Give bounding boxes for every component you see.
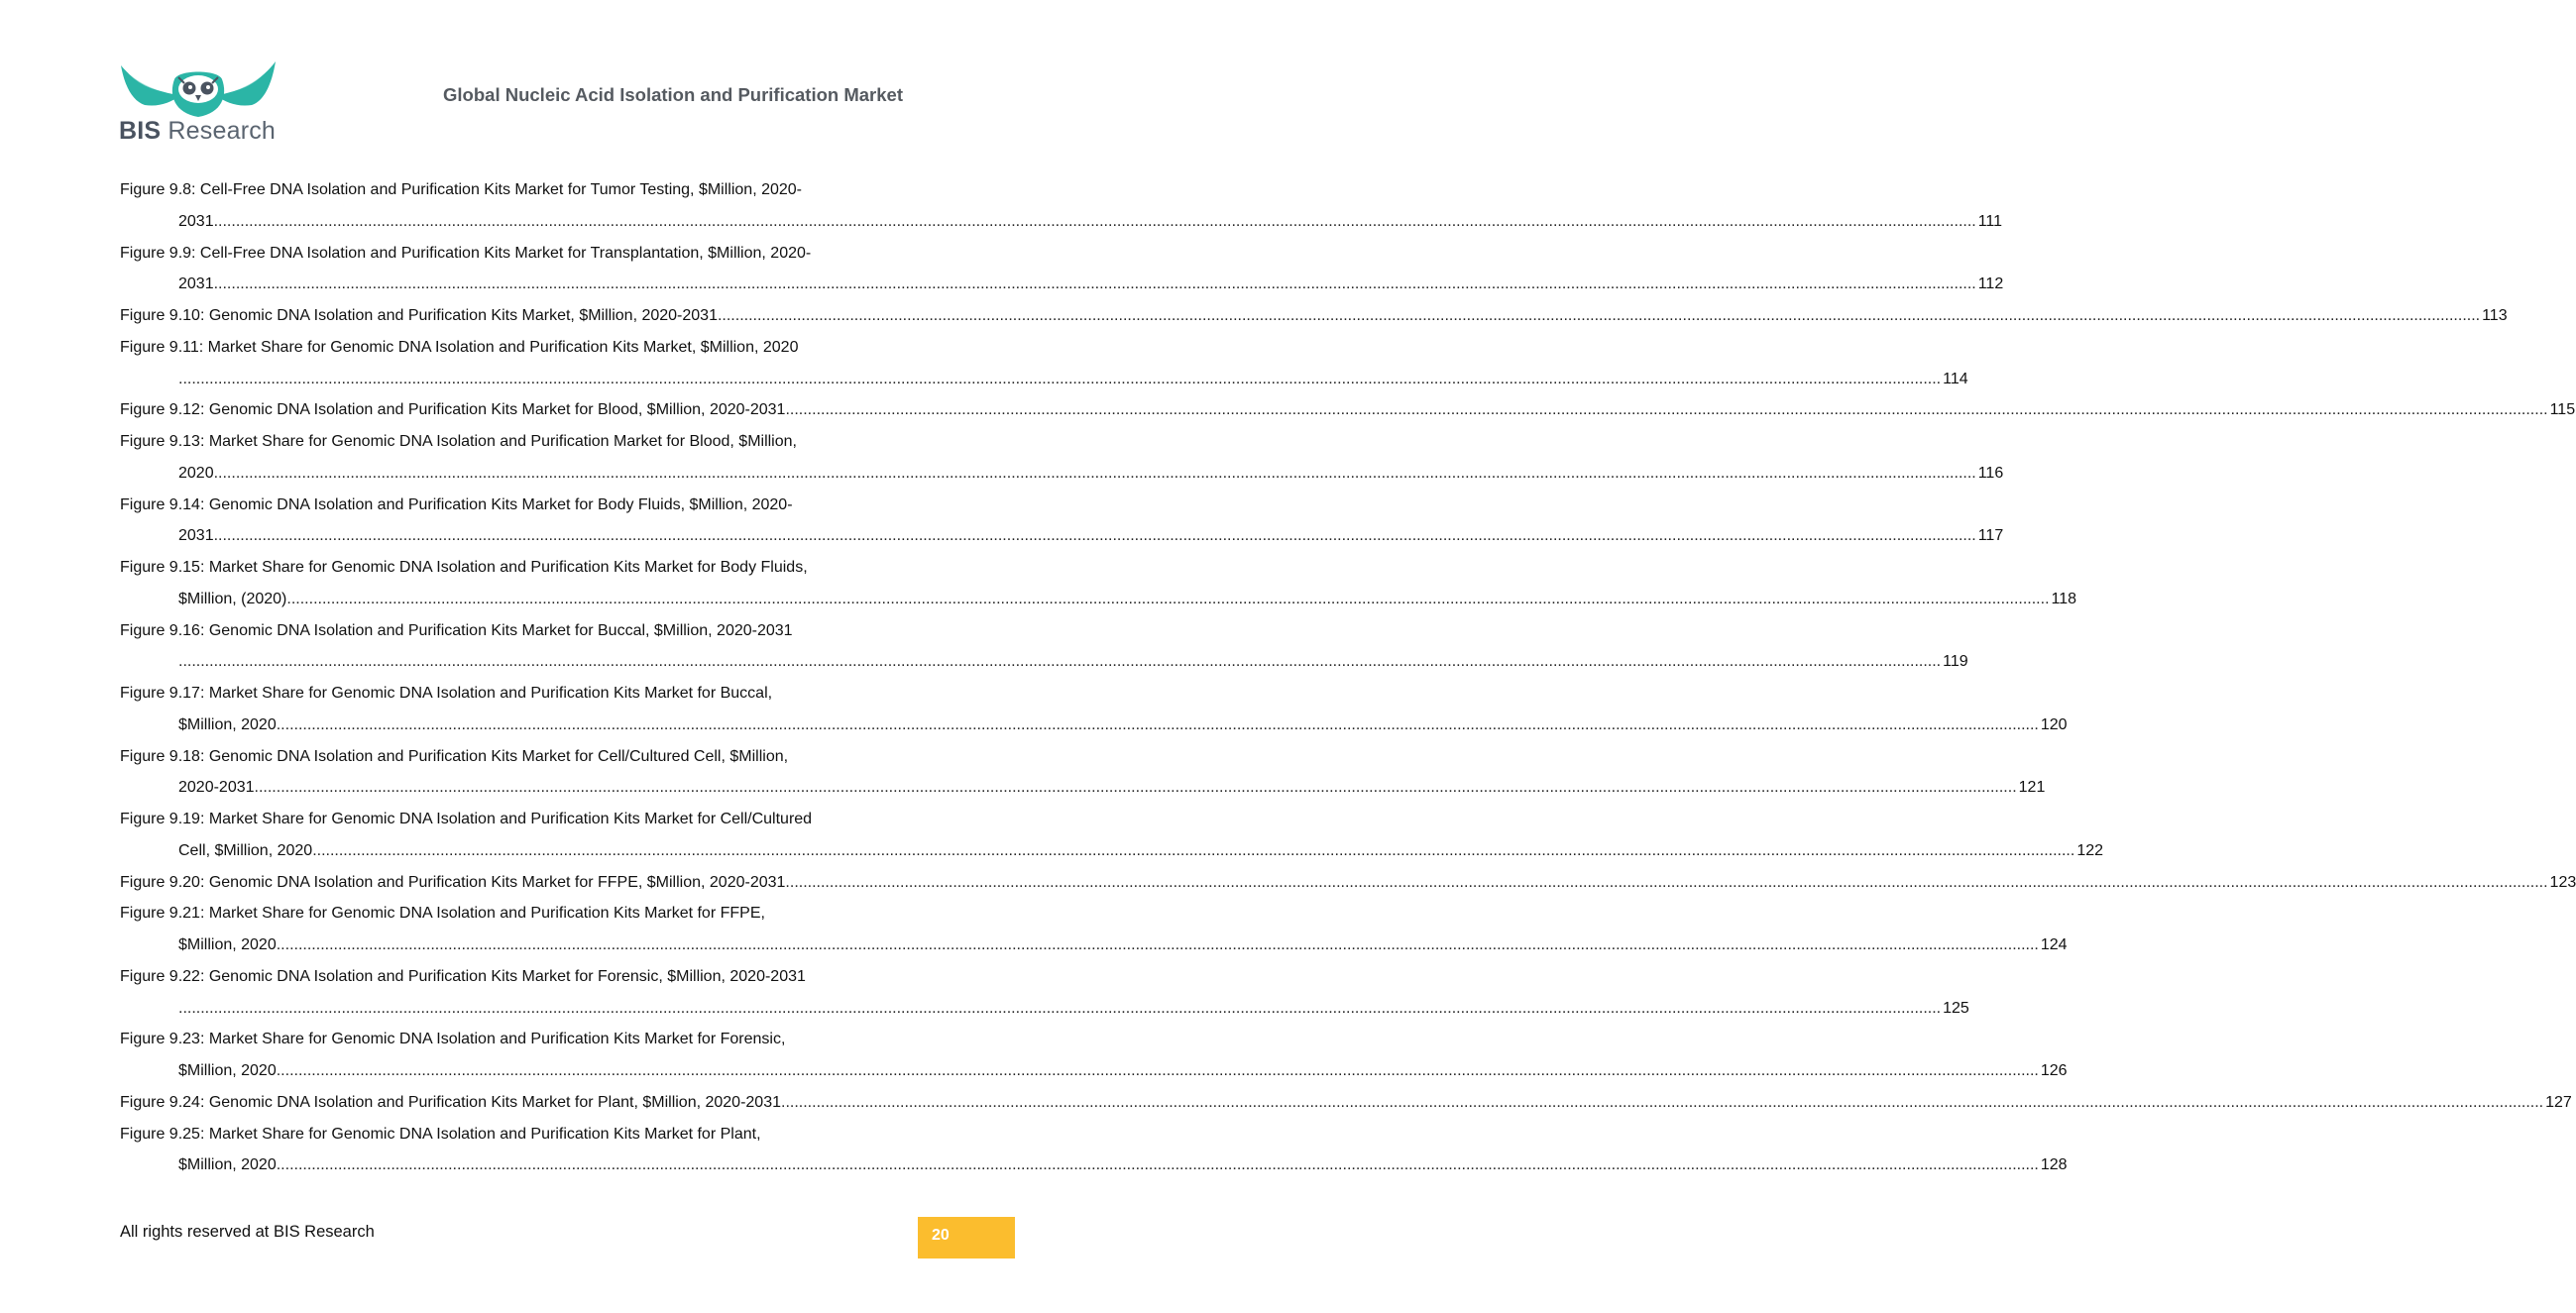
toc-page-number: 127: [2545, 1093, 2572, 1111]
toc-entry[interactable]: [120, 426, 2004, 490]
toc-page-number: 114: [1943, 370, 1968, 387]
toc-entry[interactable]: [120, 898, 2068, 961]
toc-entry-title: Figure 9.9: Cell-Free DNA Isolation and Purification Kits Market for Transplantation, $Million, 2020-: [120, 244, 812, 262]
toc-entry-title: Figure 9.18: Genomic DNA Isolation and Purification Kits Market for Cell/Cultured Cell, $Million,: [120, 747, 789, 765]
dot-leader: ................................................................................................................................................................................................................................................................................................................................................................................................................: [785, 873, 2548, 891]
toc-entry-title: Figure 9.11: Market Share for Genomic DNA Isolation and Purification Kits Market, $Million, 2020: [120, 338, 799, 356]
toc-page-number: 120: [2040, 715, 2068, 733]
toc-entry-text: Figure 9.20: Genomic DNA Isolation and Purification Kits Market for FFPE, $Million, 2020-2031: [120, 873, 786, 891]
toc-page-number: 117: [1977, 527, 2004, 545]
toc-entry-text: 2031: [178, 527, 214, 545]
toc-entry[interactable]: [120, 490, 2004, 553]
toc-entry[interactable]: [120, 867, 2576, 899]
toc-page-number: 116: [1977, 464, 2004, 482]
dot-leader: ................................................................................................................................................................................................................................................................................................................................................................................................................: [276, 715, 2039, 733]
toc-entry-text: $Million, 2020: [178, 715, 277, 733]
toc-entry-title: Figure 9.23: Market Share for Genomic DNA Isolation and Purification Kits Market for Forensic,: [120, 1031, 786, 1048]
toc-entry-title: Figure 9.15: Market Share for Genomic DNA Isolation and Purification Kits Market for Body Fluids,: [120, 559, 808, 576]
toc-entry[interactable]: [120, 1119, 2068, 1182]
toc-entry[interactable]: [120, 1087, 2572, 1119]
toc-page-number: 128: [2040, 1156, 2068, 1174]
page-number: 20: [932, 1227, 950, 1244]
toc-entry[interactable]: [120, 394, 2576, 426]
toc-entry-text: Figure 9.10: Genomic DNA Isolation and Purification Kits Market, $Million, 2020-2031: [120, 307, 718, 324]
toc-entry[interactable]: [120, 678, 2068, 741]
toc-entry-text: 2020-2031: [178, 779, 255, 797]
toc-entry[interactable]: [120, 741, 2046, 805]
toc-page-number: 125: [1943, 999, 1969, 1017]
toc-page-number: 113: [2482, 307, 2508, 324]
dot-leader: ................................................................................................................................................................................................................................................................................................................................................................................................................: [312, 841, 2075, 859]
toc-entry-text: Cell, $Million, 2020: [178, 841, 313, 859]
dot-leader: ................................................................................................................................................................................................................................................................................................................................................................................................................: [286, 590, 2050, 607]
dot-leader: ................................................................................................................................................................................................................................................................................................................................................................................................................: [717, 307, 2481, 324]
dot-leader: ................................................................................................................................................................................................................................................................................................................................................................................................................: [213, 527, 1976, 545]
dot-leader: ................................................................................................................................................................................................................................................................................................................................................................................................................: [276, 1062, 2039, 1079]
toc-entry-title: Figure 9.19: Market Share for Genomic DNA Isolation and Purification Kits Market for Cell/Cultured: [120, 811, 813, 827]
toc-page-number: 124: [2040, 936, 2068, 953]
dot-leader: ................................................................................................................................................................................................................................................................................................................................................................................................................: [276, 1156, 2039, 1174]
toc-entry-text: 2031: [178, 275, 214, 293]
toc-entry[interactable]: [120, 300, 2508, 332]
toc-entry-text: Figure 9.12: Genomic DNA Isolation and Purification Kits Market for Blood, $Million, 2020-2031: [120, 401, 786, 419]
dot-leader: ................................................................................................................................................................................................................................................................................................................................................................................................................: [781, 1093, 2544, 1111]
toc-page-number: 119: [1943, 653, 1968, 671]
toc-entry[interactable]: [120, 804, 2104, 867]
dot-leader: ................................................................................................................................................................................................................................................................................................................................................................................................................: [178, 999, 1942, 1017]
dot-leader: ................................................................................................................................................................................................................................................................................................................................................................................................................: [213, 464, 1976, 482]
document-title: Global Nucleic Acid Isolation and Purification Market: [443, 84, 903, 105]
dot-leader: ................................................................................................................................................................................................................................................................................................................................................................................................................: [178, 370, 1942, 387]
toc-entry-text: 2031: [178, 212, 214, 230]
toc-entry-title: Figure 9.21: Market Share for Genomic DNA Isolation and Purification Kits Market for FFPE,: [120, 905, 765, 923]
toc-entry-title: Figure 9.25: Market Share for Genomic DNA Isolation and Purification Kits Market for Plant,: [120, 1125, 761, 1143]
toc-page-number: 118: [2051, 590, 2077, 607]
toc-page-number: 126: [2040, 1062, 2068, 1079]
toc-entry-text: $Million, 2020: [178, 1156, 277, 1174]
page-number-badge: [918, 1217, 1015, 1258]
toc-entry-text: $Million, 2020: [178, 936, 277, 953]
toc-entry[interactable]: [120, 1024, 2068, 1087]
toc-page-number: 111: [1977, 212, 2003, 230]
toc-entry[interactable]: [120, 552, 2077, 615]
toc-entry-text: Figure 9.24: Genomic DNA Isolation and Purification Kits Market for Plant, $Million, 2020-2031: [120, 1093, 781, 1111]
toc-entry-text: $Million, (2020): [178, 590, 287, 607]
dot-leader: ................................................................................................................................................................................................................................................................................................................................................................................................................: [276, 936, 2039, 953]
dot-leader: ................................................................................................................................................................................................................................................................................................................................................................................................................: [213, 212, 1976, 230]
toc-entry[interactable]: [120, 238, 2004, 301]
dot-leader: ................................................................................................................................................................................................................................................................................................................................................................................................................: [254, 779, 2017, 797]
toc-entry[interactable]: [120, 615, 1968, 679]
dot-leader: ................................................................................................................................................................................................................................................................................................................................................................................................................: [785, 401, 2548, 419]
toc-entry-title: Figure 9.8: Cell-Free DNA Isolation and Purification Kits Market for Tumor Testing, $Million, 2020-: [120, 181, 802, 198]
toc-entry[interactable]: [120, 332, 1968, 395]
toc-page-number: 123: [2549, 873, 2576, 891]
toc-entry-title: Figure 9.14: Genomic DNA Isolation and Purification Kits Market for Body Fluids, $Million, 2020-: [120, 495, 793, 513]
list-of-figures: [120, 174, 2576, 1181]
toc-entry-text: 2020: [178, 464, 214, 482]
toc-entry[interactable]: [120, 174, 2003, 238]
dot-leader: ................................................................................................................................................................................................................................................................................................................................................................................................................: [178, 653, 1942, 671]
toc-page-number: 115: [2549, 401, 2576, 419]
toc-entry-title: Figure 9.13: Market Share for Genomic DNA Isolation and Purification Market for Blood, $Million,: [120, 433, 797, 450]
toc-page-number: 121: [2018, 779, 2046, 797]
toc-entry-title: Figure 9.17: Market Share for Genomic DNA Isolation and Purification Kits Market for Buccal,: [120, 685, 773, 702]
dot-leader: ................................................................................................................................................................................................................................................................................................................................................................................................................: [213, 275, 1976, 293]
logo-wordmark: BIS Research: [119, 117, 277, 145]
toc-entry-text: $Million, 2020: [178, 1062, 277, 1079]
footer-rights: All rights reserved at BIS Research: [120, 1223, 375, 1241]
toc-page-number: 122: [2076, 841, 2104, 859]
toc-entry[interactable]: [120, 961, 1969, 1025]
toc-page-number: 112: [1977, 275, 2004, 293]
toc-entry-title: Figure 9.22: Genomic DNA Isolation and Purification Kits Market for Forensic, $Million, 2020-2031: [120, 967, 806, 985]
toc-entry-title: Figure 9.16: Genomic DNA Isolation and Purification Kits Market for Buccal, $Million, 2020-2031: [120, 621, 793, 639]
